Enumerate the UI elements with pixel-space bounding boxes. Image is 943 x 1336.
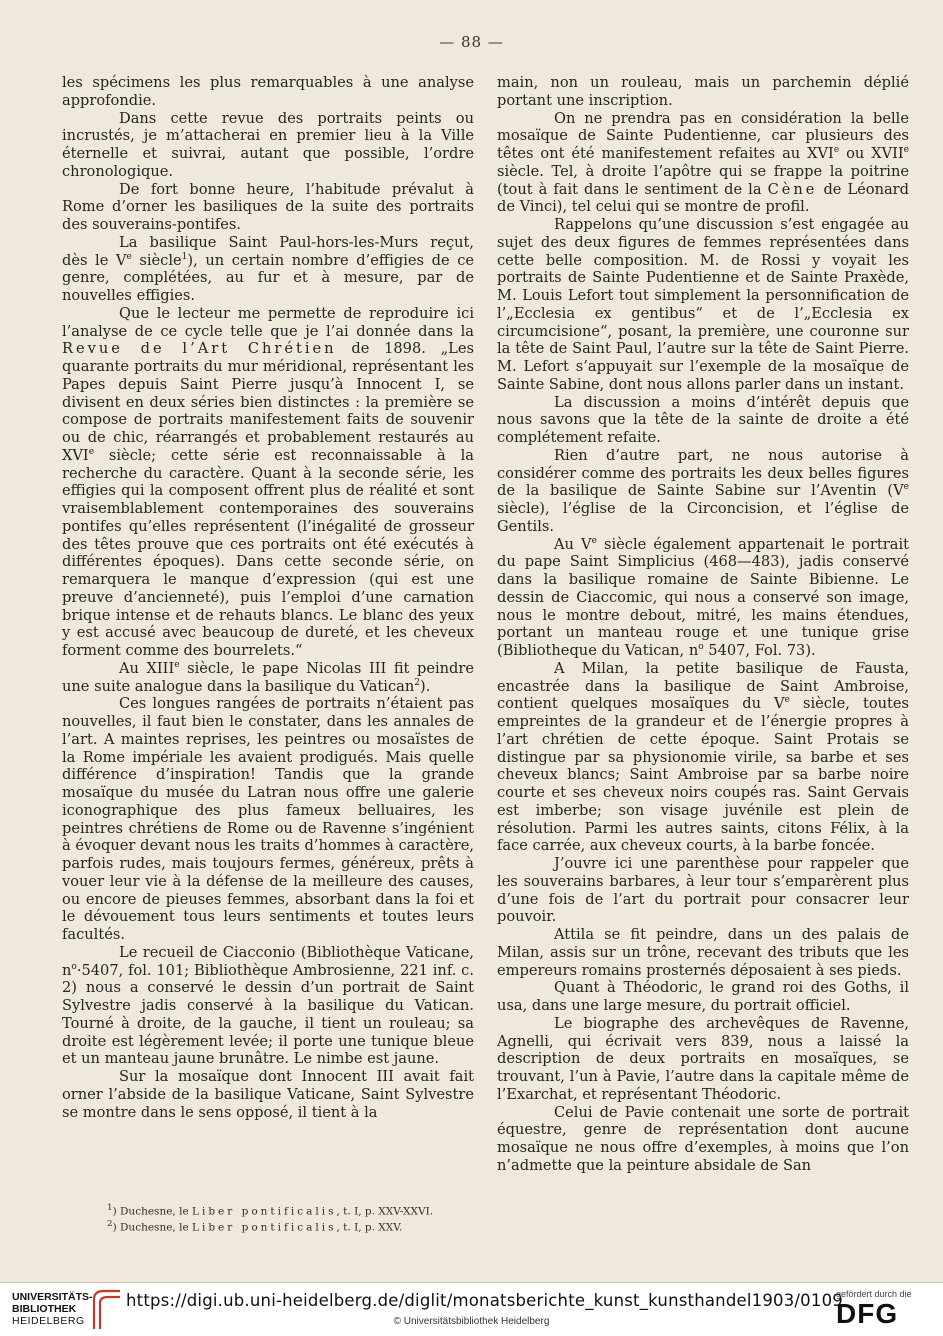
paragraph: On ne prendra pas en considération la belle mosaïque de Sainte Pudentienne, car plusieurs des têtes ont été manifestement refaites au XVIe ou XVIIe siècle. Tel, à droite l’apôtre qui se frappe la poitrine (tout à fait dans le sentiment de la Cène de Léonard de Vinci), tel celui qui se montre de profil.: [497, 109, 909, 216]
paragraph: Le recueil de Ciacconio (Bibliothèque Vaticane, $n^o\cdot 5407$, fol. 101; Bibliothèque Ambrosienne, 221 inf. c. 2) nous a conservé le dessin d’un portrait de Saint Sylvestre jadis conservé à la basilique du Vatican. Tourné à droite, de la gauche, il tient un rouleau; sa droite est légèrement levée; il porte une tunique bleue et un manteau jaune brunâtre. Le nimbe est jaune.: [62, 943, 474, 1068]
footnote: $^1$) Duchesne, le Liber pontificalis, t. I, p. XXV-XXVI.: [107, 1203, 434, 1218]
footnotes: [107, 1202, 467, 1233]
permalink-url[interactable]: https://digi.ub.uni-heidelberg.de/diglit/monatsberichte_kunst_kunsthandel1903/0109: [126, 1291, 843, 1310]
paragraph: Sur la mosaïque dont Innocent III avait fait orner l’abside de la basilique Vaticane, Saint Sylvestre se montre dans le sens opposé, il tient à la: [62, 1068, 474, 1121]
viewer-footer: [0, 1282, 943, 1336]
paragraph: De fort bonne heure, l’habitude prévalut à Rome d’orner les basiliques de la suite des portraits des souverains-pontifes.: [62, 180, 474, 233]
left-column: [62, 74, 474, 1121]
paragraph: Rien d’autre part, ne nous autorise à considérer comme des portraits les deux belles figures de la basilique de Sainte Sabine sur l’Aventin (Ve siècle), l’église de la Circoncision, et l’église de Gentils.: [497, 446, 909, 535]
footnote: $^2$) Duchesne, le Liber pontificalis, t. I, p. XXV.: [107, 1218, 403, 1233]
footnote-ref: 1: [181, 251, 188, 262]
paragraph: Au Ve siècle également appartenait le portrait du pape Saint Simplicius (468—483), jadis conservé dans la basilique romaine de Sainte Bibienne. Le dessin de Ciaccomic, qui nous a conservé son image, nous le montre debout, mitré, les mains étendues, portant un manteau rouge et une tunique grise (Bibliotheque du Vatican, $n^o$ 5407, Fol. 73).: [497, 535, 909, 659]
paragraph: Quant à Théodoric, le grand roi des Goths, il usa, dans une large mesure, du portrait officiel.: [497, 979, 909, 1014]
copyright-notice: © Universitätsbibliothek Heidelberg: [393, 1316, 550, 1327]
spaced-title: Revue de l’Art Chrétien: [62, 340, 337, 358]
paragraph: Attila se fit peindre, dans un des palais de Milan, assis sur un trône, recevant des tributs que les empereurs romains prosternés déposaient à ses pieds.: [497, 926, 909, 979]
paragraph: A Milan, la petite basilique de Fausta, encastrée dans la basilique de Saint Ambroise, contient quelques mosaïques du Ve siècle, toutes empreintes de la grandeur et de l’énergie propres à l’art chrétien de cette époque. Saint Protais se distingue par sa physionomie virile, sa barbe et ses cheveux blancs; Saint Ambroise par sa barbe noire courte et ses cheveux noirs coupés ras. Saint Gervais est imberbe; son visage juvénile est plein de résolution. Parmi les autres saints, citons Félix, à la face carrée, aux cheveux courts, à la barbe foncée.: [497, 659, 909, 855]
funding-label: gefördert durch die: [836, 1289, 912, 1299]
paragraph: Que le lecteur me permette de reproduire ici l’analyse de ce cycle telle que je l’ai donnée dans la Revue de l’Art Chrétien de 1898. „Les quarante portraits du mur méridional, représentant les Papes depuis Saint Pierre jusqu’à Innocent I, se divisent en deux séries bien distinctes : la première se compose de portraits manifestement faits de souvenir ou de chic, réarrangés et probablement restaurés au XVIe siècle; cette série est reconnaissable à la recherche du caractère. Quant à la seconde série, les effigies qui la composent offrent plus de réalité et sont vraisemblablement contemporaines des souverains pontifes qu’elles représentent (l’inégalité de grosseur des têtes prouve que ces portraits ont été exécutés à différentes époques). Dans cette seconde série, on remarquera le manque d’expression (qui est une preuve d’ancienneté), puis l’emploi d’une carnation brique intense et de rehauts blancs. Le blanc des yeux y est accusé avec beaucoup de dureté, et les cheveux forment comme des bourrelets.“: [62, 304, 474, 659]
paragraph: La discussion a moins d’intérêt depuis que nous savons que la tête de la sainte de droite a été complétement refaite.: [497, 393, 909, 446]
paragraph: Rappelons qu’une discussion s’est engagée au sujet des deux figures de femmes représentées dans cette belle composition. M. de Rossi y voyait les portraits de Sainte Pudentienne et de Sainte Praxède, M. Louis Lefort tout simplement la personnification de l’„Ecclesia ex gentibus“ et de l’„Ecclesia ex circumcisione“, posant, la première, une couronne sur la tête de Saint Paul, l’autre sur la tête de Saint Pierre. M. Lefort s’appuyait sur l’exemple de la mosaïque de Sainte Sabine, dont nous allons parler dans un instant.: [497, 216, 909, 393]
paragraph: Dans cette revue des portraits peints ou incrustés, je m’attacherai en premier lieu à la Ville éternelle et suivrai, autant que possible, l’ordre chronologique.: [62, 109, 474, 180]
paragraph: les spécimens les plus remarquables à une analyse approfondie.: [62, 74, 474, 109]
paragraph: J’ouvre ici une parenthèse pour rappeler que les souverains barbares, à leur tour s’emparèrent plus d’une fois de l’art du portrait pour consacrer leur pouvoir.: [497, 855, 909, 926]
paragraph: Le biographe des archevêques de Ravenne, Agnelli, qui écrivait vers 839, nous a laissé la description de deux portraits en mosaïques, se trouvant, l’un à Pavie, l’autre dans la capitale même de l’Exarchat, et représentant Théodoric.: [497, 1014, 909, 1103]
paragraph: La basilique Saint Paul-hors-les-Murs reçut, dès le Ve siècle$^1$), un certain nombre d’effigies de ce genre, complétées, au fur et à mesure, par de nouvelles effigies.: [62, 233, 474, 304]
right-column: [497, 74, 909, 1175]
paragraph: main, non un rouleau, mais un parchemin déplié portant une inscription.: [497, 74, 909, 109]
dfg-logo[interactable]: DFG: [836, 1298, 899, 1329]
paragraph: Au XIIIe siècle, le pape Nicolas III fit peindre une suite analogue dans la basilique du Vatican$^2$).: [62, 659, 475, 695]
spaced-title: Cène: [767, 180, 818, 198]
paragraph: Ces longues rangées de portraits n’étaient pas nouvelles, il faut bien le constater, dans les annales de l’art. A maintes reprises, les peintres ou mosaïstes de la Rome impériale les avaient prodigués. Mais quelle différence d’inspiration! Tandis que la grande mosaïque du musée du Latran nous offre une galerie iconographique des plus fameux belluaires, les peintres chrétiens de Rome ou de Ravenne s’ingénient à évoquer devant nous les traits d’hommes à caractère, parfois rudes, mais toujours fermes, généreux, prêts à vouer leur vie à la défense de la meilleure des causes, ou encore de pieuses femmes, absorbant dans la foi et le dévouement tous leurs sentiments et toutes leurs facultés.: [62, 695, 474, 943]
paragraph: Celui de Pavie contenait une sorte de portrait équestre, genre de représentation dont aucune mosaïque ne nous offre d’exemples, à moins que l’on n’admette que la peinture absidale de San: [497, 1103, 909, 1174]
library-name[interactable]: UNIVERSITÄTS- BIBLIOTHEK HEIDELBERG: [12, 1291, 93, 1327]
page-number: — 88 —: [439, 33, 504, 51]
footnote-ref: 2: [414, 677, 420, 688]
